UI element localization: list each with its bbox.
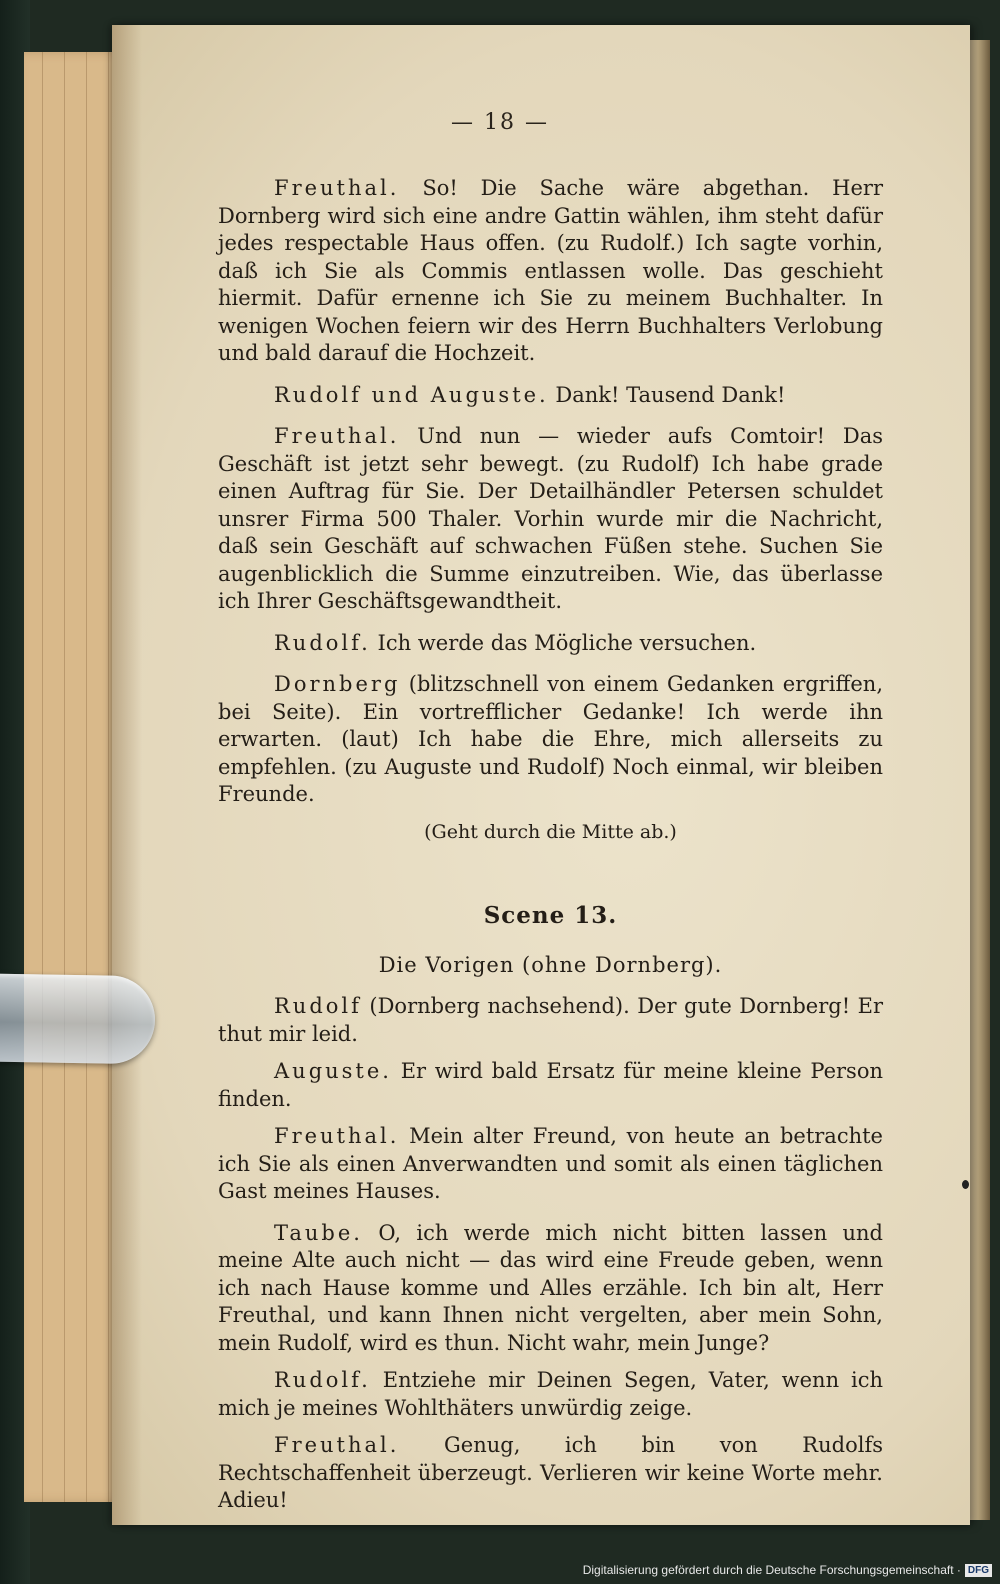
speaker-name: Auguste. [274, 1059, 392, 1083]
page-clip [0, 974, 156, 1065]
ink-spot [962, 1180, 969, 1189]
stage-direction: (Geht durch die Mitte ab.) [424, 820, 677, 843]
dialogue-text: (Dornberg nachsehend). Der gute Dornberg! Er thut mir leid. [218, 994, 883, 1046]
speaker-name: Rudolf [274, 994, 362, 1018]
dialogue-text: Mein alter Freund, von heute an betrachte ich Sie als einen Anverwandten und somit als einen täglichen Gast meines Hauses. [218, 1124, 883, 1203]
page-body [218, 175, 883, 1515]
dialogue-paragraph [218, 1367, 883, 1422]
dialogue-text: Er wird bald Ersatz für meine kleine Person finden. [218, 1059, 883, 1111]
dialogue-paragraph [218, 993, 883, 1048]
dialogue-text: O, ich werde mich nicht bitten lassen und meine Alte auch nicht — das wird eine Freude geben, wenn ich nach Hause komme und Alles erzähle. Ich bin alt, Herr Freuthal, und kann Ihnen nicht vergelten, aber mein Sohn, mein Rudolf, wird es thun. Nicht wahr, mein Junge? [218, 1220, 883, 1355]
speaker-name: Freuthal. [274, 176, 400, 200]
dialogue-paragraph [218, 1432, 883, 1515]
digitization-credit [583, 1560, 992, 1580]
page-number: — 18 — [451, 110, 549, 135]
dialogue-paragraph [218, 630, 883, 658]
speaker-name: Rudolf. [274, 1368, 371, 1392]
speaker-name: Freuthal. [274, 424, 400, 448]
dialogue-paragraph [218, 382, 883, 410]
speaker-name: Freuthal. [274, 1433, 400, 1457]
speaker-name: Rudolf und Auguste. [274, 382, 549, 407]
dialogue-text: Und nun — wieder aufs Comtoir! Das Geschäft ist jetzt sehr bewegt. (zu Rudolf) Ich habe grade einen Auftrag für Sie. Der Detailhändler Petersen schuldet unsrer Firma 500 Thaler. Vorhin wurde mir die Nachricht, daß sein Geschäft auf schwachen Füßen stehe. Suchen Sie augenblicklich die Summe einzutreiben. Wie, das überlasse ich Ihrer Geschäftsgewandtheit. [218, 424, 883, 613]
credit-text: Digitalisierung gefördert durch die Deutsche Forschungsgemeinschaft · [582, 1563, 961, 1577]
dialogue-text: Genug, ich bin von Rudolfs Rechtschaffenheit überzeugt. Verlieren wir keine Worte mehr. Adieu! [218, 1433, 883, 1512]
speaker-name: Dornberg [274, 672, 401, 696]
dialogue-text: (blitzschnell von einem Gedanken ergriffen, bei Seite). Ein vortrefflicher Gedanke! Ich werde ihn erwarten. (laut) Ich habe die Ehre, mich allerseits zu empfehlen. (zu Auguste und Rudolf) Noch einmal, wir bleiben Freunde. [218, 672, 883, 806]
spine-shadow [112, 25, 142, 1525]
dialogue-text: So! Die Sache wäre abgethan. Herr Dornberg wird sich eine andre Gattin wählen, ihm steht dafür jedes respectable Haus offen. (zu Rudolf.) Ich sagte vorhin, daß ich Sie als Commis entlassen wolle. Das geschieht hiermit. Dafür ernenne ich Sie zu meinem Buchhalter. In wenigen Wochen feiern wir des Herrn Buchhalters Verlobung und bald darauf die Hochzeit. [218, 176, 883, 365]
dialogue-paragraph [218, 175, 883, 368]
dialogue-paragraph [218, 1220, 883, 1358]
speaker-name: Rudolf. [274, 630, 371, 655]
dialogue-text: Entziehe mir Deinen Segen, Vater, wenn ich mich je meines Wohlthäters unwürdig zeige. [218, 1368, 883, 1420]
dialogue-paragraph [218, 671, 883, 809]
speaker-name: Freuthal. [274, 1124, 400, 1148]
scene-heading: Scene 13. [483, 902, 618, 929]
dialogue-paragraph [218, 1123, 883, 1206]
speaker-name: Taube. [274, 1220, 363, 1245]
dfg-logo-icon: DFG [965, 1564, 992, 1577]
dialogue-text: Ich werde das Mögliche versuchen. [377, 630, 757, 655]
scene-cast: Die Vorigen (ohne Dornberg). [378, 952, 723, 977]
dialogue-text: Dank! Tausend Dank! [555, 382, 786, 407]
dialogue-paragraph [218, 423, 883, 616]
dialogue-paragraph [218, 1058, 883, 1113]
